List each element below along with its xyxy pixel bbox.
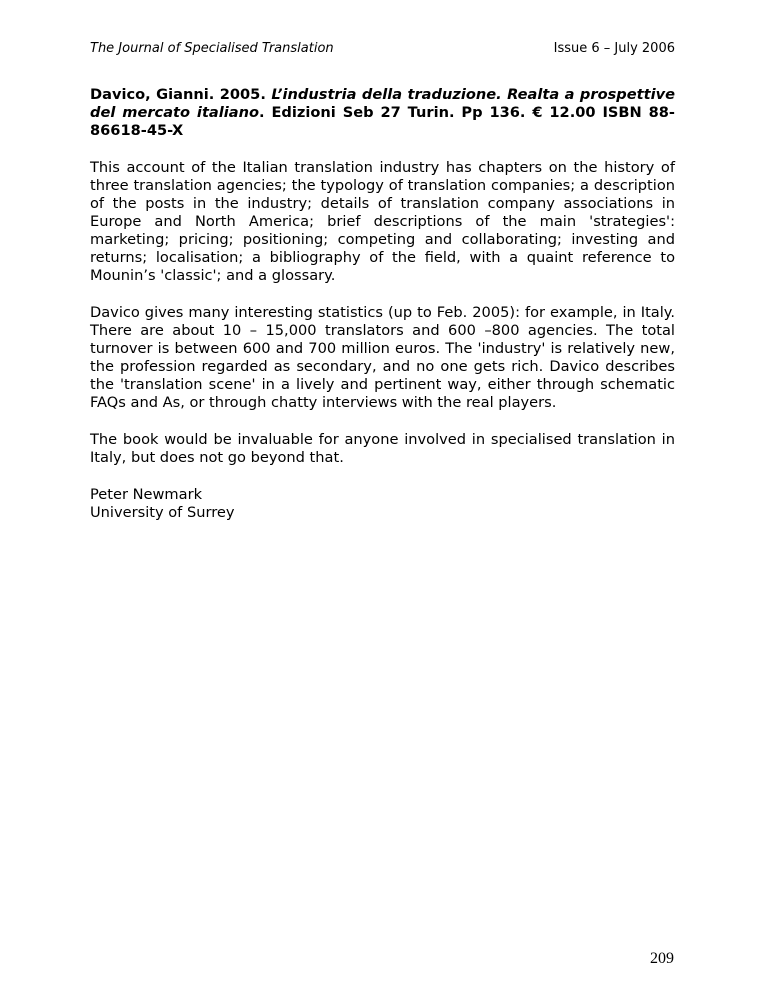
issue-label: Issue 6 – July 2006 bbox=[553, 41, 675, 56]
book-citation bbox=[90, 86, 675, 140]
reviewer-signature bbox=[90, 486, 675, 522]
reviewer-name: Peter Newmark bbox=[90, 486, 203, 503]
citation-author: Davico, Gianni. 2005. bbox=[90, 86, 266, 103]
citation-details: . Edizioni Seb 27 Turin. Pp 136. € 12.00 ISBN 88-86618-45-X bbox=[90, 104, 675, 139]
citation-title: L’industria della traduzione. Realta a prospettive del mercato italiano bbox=[90, 86, 675, 121]
page-number: 209 bbox=[650, 950, 674, 967]
running-header bbox=[90, 40, 675, 60]
review-paragraph-1: This account of the Italian translation industry has chapters on the history of three translation agencies; the typology of translation companies; a description of the posts in the industry; details of translation company associations in Europe and North America; brief descriptions of the main 'strategies': marketing; pricing; positioning; competing and collaborating; investing and returns; localisation; a bibliography of the field, with a quaint reference to Mounin’s 'classic'; and a glossary. bbox=[90, 159, 675, 284]
reviewer-affiliation: University of Surrey bbox=[90, 504, 235, 521]
journal-title: The Journal of Specialised Translation bbox=[90, 41, 334, 56]
review-paragraph-3: The book would be invaluable for anyone involved in specialised translation in Italy, but does not go beyond that. bbox=[90, 431, 675, 466]
review-paragraph-2: Davico gives many interesting statistics (up to Feb. 2005): for example, in Italy. There are about 10 – 15,000 translators and 600 –800 agencies. The total turnover is between 600 and 700 million euros. The 'industry' is relatively new, the profession regarded as secondary, and no one gets rich. Davico describes the 'translation scene' in a lively and pertinent way, either through schematic FAQs and As, or through chatty interviews with the real players. bbox=[90, 304, 675, 411]
review-content bbox=[90, 86, 675, 522]
